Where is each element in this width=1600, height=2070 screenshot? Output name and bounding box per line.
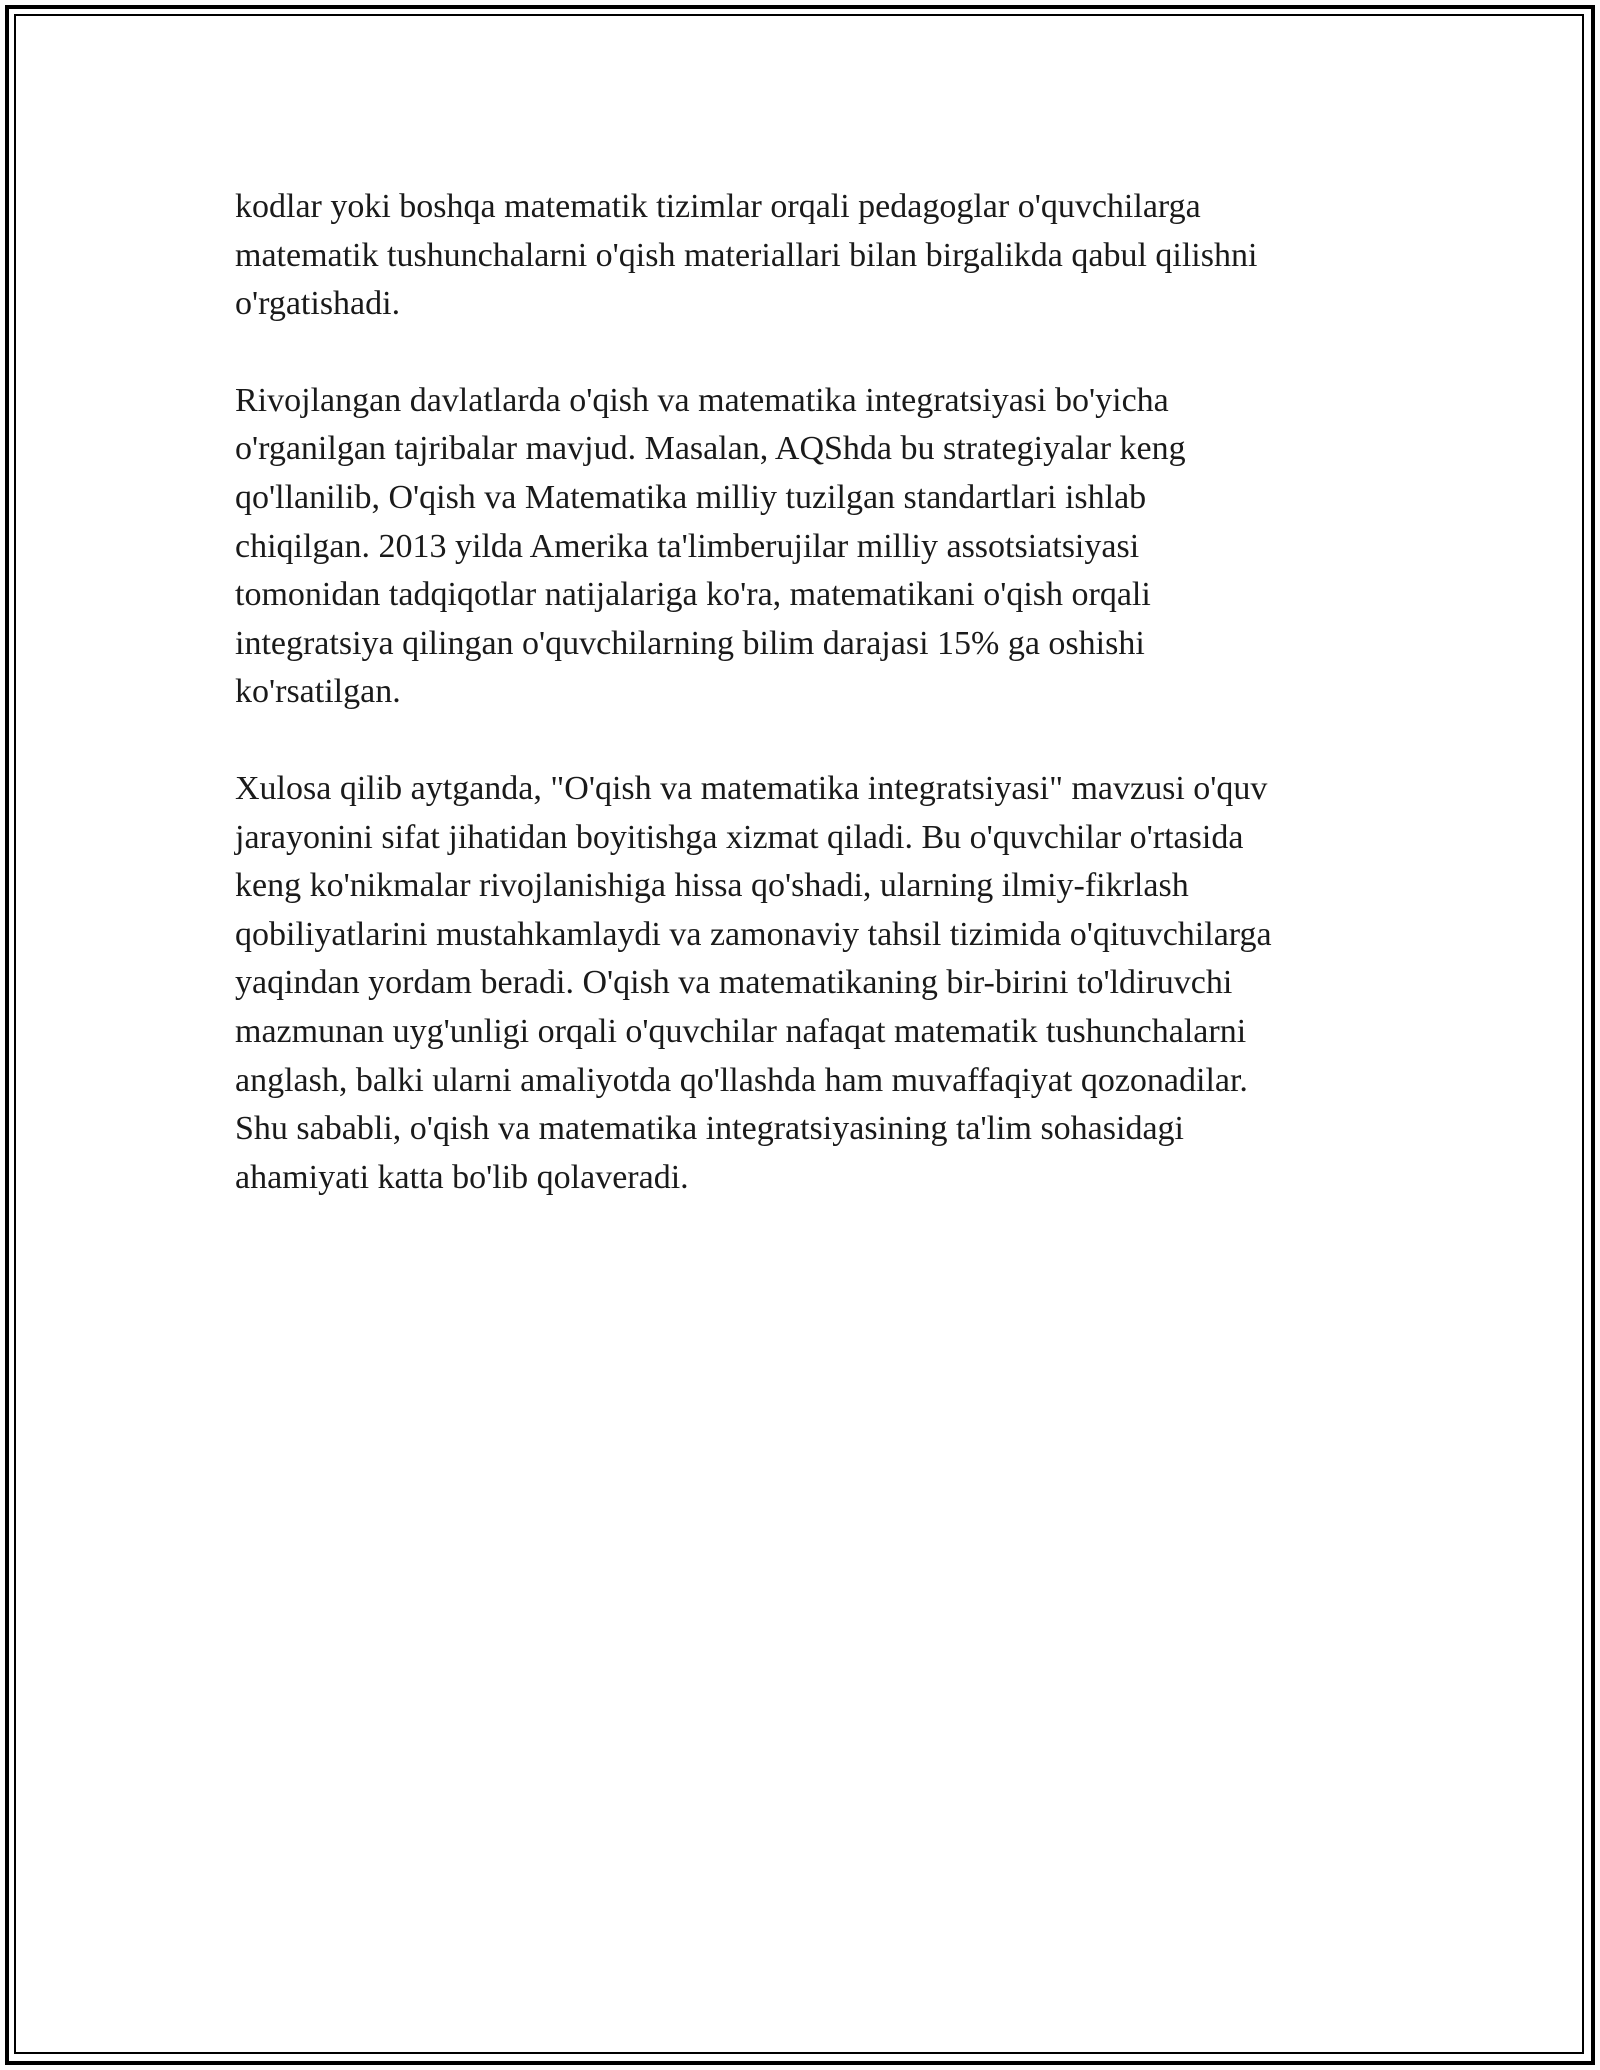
paragraph-3: Xulosa qilib aytganda, "O'qish va matematika integratsiyasi" mavzusi o'quv jarayonini sifat jihatidan boyitishga xizmat qiladi. Bu o'quvchilar o'rtasida keng ko'nikmalar rivojlanishiga hissa qo'shadi, ularning ilmiy-fikrlash qobiliyatlarini mustahkamlaydi va zamonaviy tahsil tizimida o'qituvchilarga yaqindan yordam beradi. O'qish va matematikaning bir-birini to'ldiruvchi mazmunan uyg'unligi orqali o'quvchilar nafaqat matematik tushunchalarni anglash, balki ularni amaliyotda qo'llashda ham muvaffaqiyat qozonadilar. Shu sababli, o'qish va matematika integratsiyasining ta'lim sohasidagi ahamiyati katta bo'lib qolaveradi. [235,769,1272,1196]
paragraph-1: kodlar yoki boshqa matematik tizimlar orqali pedagoglar o'quvchilarga matematik tushunchalarni o'qish materiallari bilan birgalikda qabul qilishni o'rgatishadi. [235,188,1258,323]
document-body [235,183,1370,1250]
paragraph-2: Rivojlangan davlatlarda o'qish va matematika integratsiyasi bo'yicha o'rganilgan tajribalar mavjud. Masalan, AQShda bu strategiyalar keng qo'llanilib, O'qish va Matematika milliy tuzilgan standartlari ishlab chiqilgan. 2013 yilda Amerika ta'limberujilar milliy assotsiatsiyasi tomonidan tadqiqotlar natijalariga ko'ra, matematikani o'qish orqali integratsiya qilingan o'quvchilarning bilim darajasi 15% ga oshishi ko'rsatilgan. [235,381,1186,711]
